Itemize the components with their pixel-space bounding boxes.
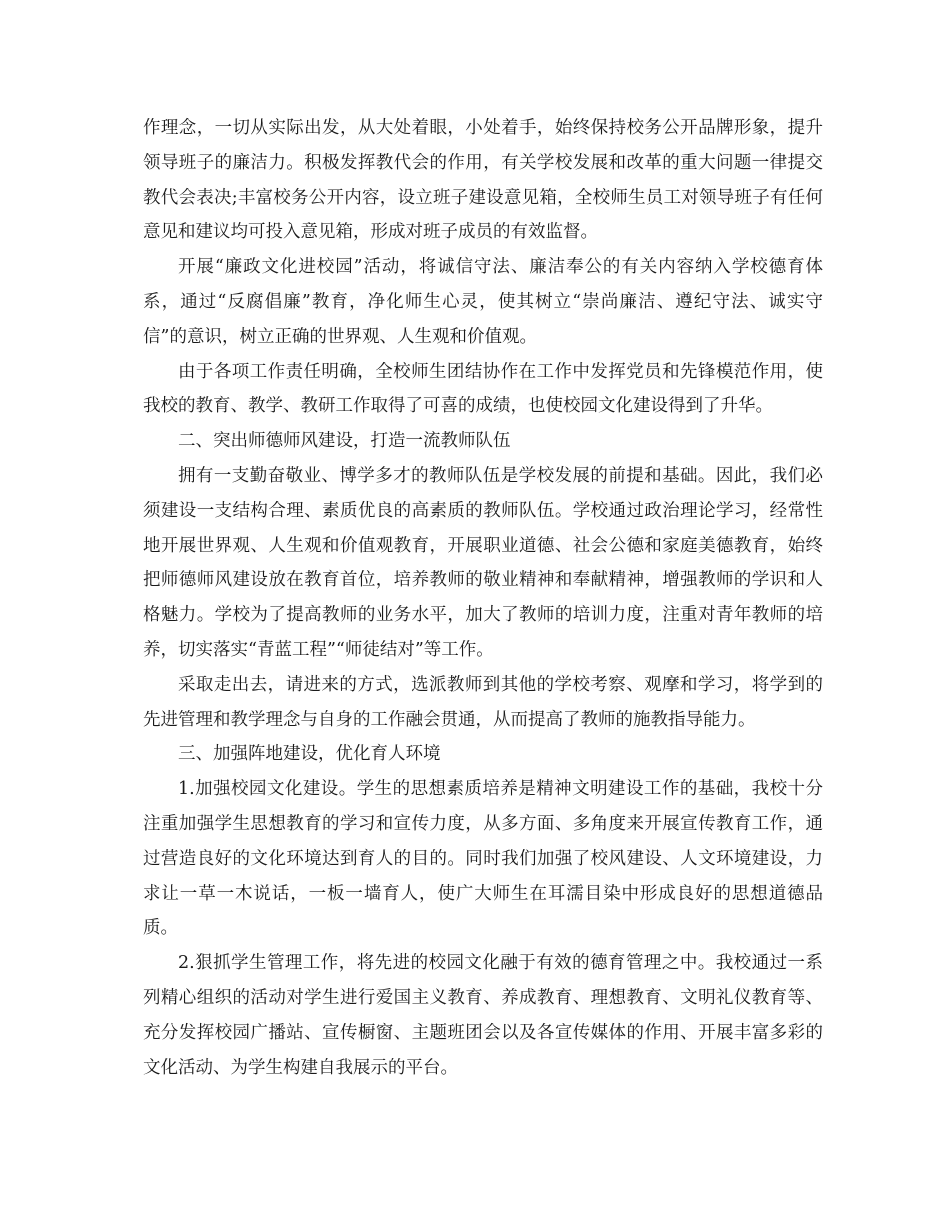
paragraph-responsibility: 由于各项工作责任明确，全校师生团结协作在工作中发挥党员和先锋模范作用，使我校的教育、教学、教研工作取得了可喜的成绩，也使校园文化建设得到了升华。	[143, 361, 823, 417]
paragraph-student-management: 2.狠抓学生管理工作，将先进的校园文化融于有效的德育管理之中。我校通过一系列精心组织的活动对学生进行爱国主义教育、养成教育、理想教育、文明礼仪教育等、充分发挥校园广播站、宣传橱窗、主题班团会以及各宣传媒体的作用、开展丰富多彩的文化活动、为学生构建自我展示的平台。	[143, 953, 823, 1078]
paragraph-teacher-exchange: 采取走出去，请进来的方式，选派教师到其他的学校考察、观摩和学习，将学到的先进管理和教学理念与自身的工作融会贯通，从而提高了教师的施教指导能力。	[143, 674, 823, 730]
paragraph-campus-culture: 1.加强校园文化建设。学生的思想素质培养是精神文明建设工作的基础，我校十分注重加强学生思想教育的学习和宣传力度，从多方面、多角度来开展宣传教育工作，通过营造良好的文化环境达到育人的目的。同时我们加强了校风建设、人文环境建设，力求让一草一木说话，一板一墙育人，使广大师生在耳濡目染中形成良好的思想道德品质。	[143, 779, 823, 939]
section-heading-teacher-ethics: 二、突出师德师风建设，打造一流教师队伍	[178, 431, 511, 452]
paragraph-teacher-team: 拥有一支勤奋敬业、博学多才的教师队伍是学校发展的前提和基础。因此，我们必须建设一支结构合理、素质优良的高素质的教师队伍。学校通过政治理论学习，经常性地开展世界观、人生观和价值观教育，开展职业道德、社会公德和家庭美德教育，始终把师德师风建设放在教育首位，培养教师的敬业精神和奉献精神，增强教师的学识和人格魅力。学校为了提高教师的业务水平，加大了教师的培训力度，注重对青年教师的培养，切实落实“青蓝工程”“师徒结对”等工作。	[143, 465, 823, 660]
paragraph-continuation: 作理念，一切从实际出发，从大处着眼，小处着手，始终保持校务公开品牌形象，提升领导班子的廉洁力。积极发挥教代会的作用，有关学校发展和改革的重大问题一律提交教代会表决;丰富校务公开内容，设立班子建设意见箱，全校师生员工对领导班子有任何意见和建议均可投入意见箱，形成对班子成员的有效监督。	[143, 118, 823, 243]
document-body	[143, 111, 823, 1085]
section-heading-environment: 三、加强阵地建设，优化育人环境	[178, 744, 441, 765]
paragraph-integrity-campaign: 开展“廉政文化进校园”活动，将诚信守法、廉洁奉公的有关内容纳入学校德育体系，通过“反腐倡廉”教育，净化师生心灵，使其树立“崇尚廉洁、遵纪守法、诚实守信”的意识，树立正确的世界观、人生观和价值观。	[143, 257, 823, 347]
